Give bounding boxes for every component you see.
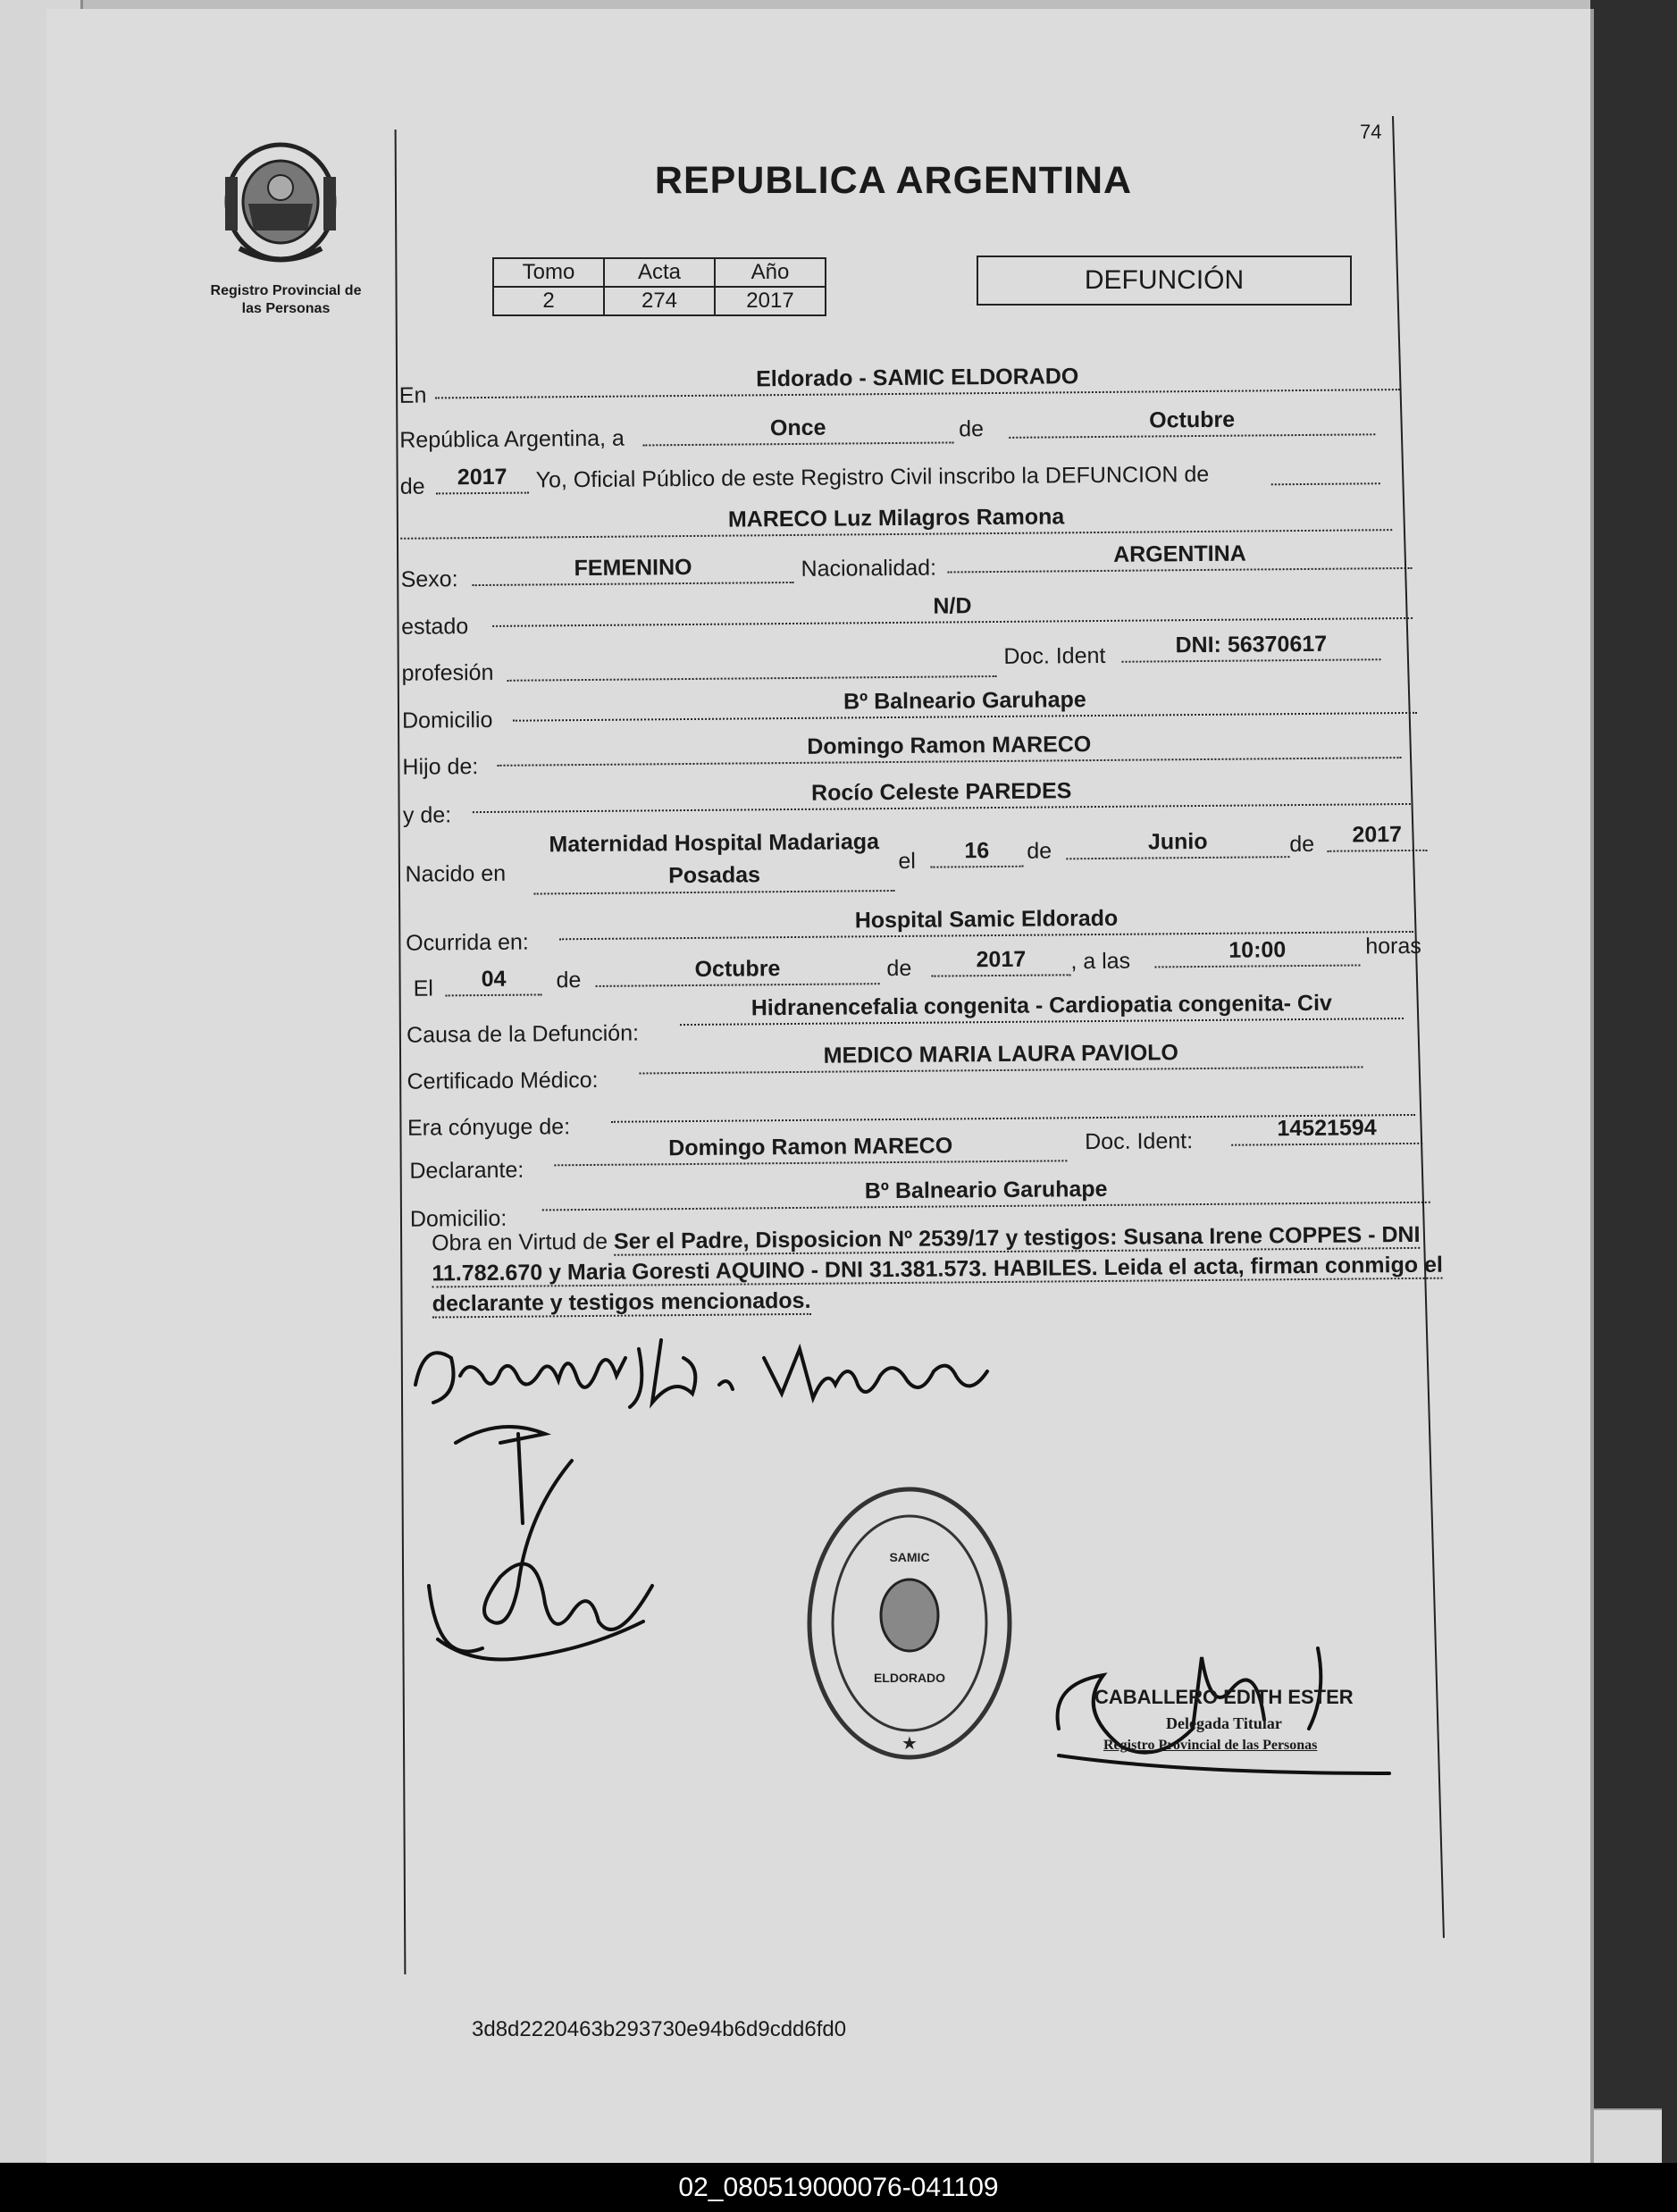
certificado-label: Certificado Médico: (407, 1067, 599, 1094)
acta-header: Acta (604, 258, 715, 287)
nacido-value-line2: Posadas (533, 858, 894, 895)
ocurrida-value: Hospital Samic Eldorado (559, 902, 1413, 940)
officer-signature (420, 1407, 670, 1675)
registry-label-line2: las Personas (241, 301, 331, 316)
yo-trailing-line (1270, 454, 1379, 485)
obra-value: Ser el Padre, Disposicion Nº 2539/17 y testigos: Susana Irene COPPES - DNI 11.782.670 y Maria Goresti AQUINO - DNI 31.381.573. HABILES. Leida el acta, firman conmigo el declarante y testigos mencionados. (432, 1221, 1443, 1317)
declarante-label: Declarante: (409, 1157, 524, 1184)
domicilio-value: Bº Balneario Garuhape (513, 683, 1417, 722)
day-value: Once (642, 413, 953, 446)
dark-background (1590, 0, 1677, 2212)
certificado-value: MEDICO MARIA LAURA PAVIOLO (639, 1037, 1363, 1074)
doc-ident-label: Doc. Ident (1003, 642, 1106, 669)
deceased-name: MARECO Luz Milagros Ramona (400, 500, 1392, 540)
birth-year: 2017 (1327, 821, 1427, 852)
nacionalidad-label: Nacionalidad: (801, 555, 937, 582)
birth-month: Junio (1066, 827, 1289, 859)
death-time: 10:00 (1154, 935, 1360, 968)
acta-value: 274 (604, 287, 715, 315)
stamp-inner-bottom: ELDORADO (873, 1671, 946, 1685)
yo-text: Yo, Oficial Público de este Registro Civil inscribo la DEFUNCION de (535, 461, 1210, 493)
causa-value: Hidranencefalia congenita - Cardiopatia congenita- Civ (680, 989, 1404, 1026)
decl-doc-label: Doc. Ident: (1085, 1128, 1194, 1155)
profesion-value (507, 647, 996, 682)
death-month: Octubre (595, 954, 879, 987)
death-de2-label: de (886, 955, 912, 982)
de-label: de (959, 416, 985, 442)
death-year: 2017 (931, 945, 1070, 976)
yde-label: y de: (402, 802, 452, 828)
estado-label: estado (400, 614, 469, 640)
death-de-label: de (556, 968, 582, 993)
declarante-value: Domingo Ramon MARECO (554, 1131, 1067, 1166)
causa-label: Causa de la Defunción: (406, 1020, 640, 1048)
nacido-value (533, 825, 895, 893)
obra-paragraph (432, 1219, 1460, 1319)
nacionalidad-value: ARGENTINA (947, 539, 1412, 574)
hijo-label: Hijo de: (402, 754, 479, 780)
horas-label: horas (1365, 933, 1421, 959)
official-org: Registro Provincial de las Personas (1103, 1738, 1318, 1753)
estado-value: N/D (492, 589, 1413, 627)
nacido-value-line1: Maternidad Hospital Madariaga (549, 829, 880, 858)
tomo-header: Tomo (493, 258, 604, 287)
hijo-value: Domingo Ramon MARECO (497, 728, 1401, 767)
decl-domicilio-value: Bº Balneario Garuhape (542, 1173, 1430, 1211)
year-value: 2017 (436, 464, 529, 495)
delegate-signature-block (1050, 1639, 1407, 1782)
registry-label-line1: Registro Provincial de (210, 283, 362, 298)
month-value: Octubre (1009, 405, 1375, 439)
declarant-signature (407, 1322, 996, 1420)
de2-label: de (399, 473, 425, 499)
profesion-label: profesión (401, 659, 494, 686)
el-label: el (898, 848, 917, 874)
page-title: REPUBLICA ARGENTINA (654, 159, 1133, 202)
registry-label (188, 282, 384, 318)
svg-text:★: ★ (901, 1734, 918, 1754)
delegate-signature (1050, 1639, 1407, 1782)
province-crest-icon (222, 141, 340, 264)
doc-ident-value: DNI: 56370617 (1121, 630, 1380, 663)
document-hash: 3d8d2220463b293730e94b6d9cdd6fd0 (472, 2017, 847, 2041)
obra-label: Obra en Virtud de (432, 1228, 608, 1256)
document-type-box: DEFUNCIÓN (977, 256, 1352, 306)
alas-label: , a las (1070, 948, 1131, 975)
registry-stamp (802, 1481, 1017, 1765)
birth-de2-label: de (1289, 831, 1315, 858)
nacido-label: Nacido en (405, 860, 507, 887)
registry-table (492, 257, 826, 316)
ano-value: 2017 (715, 287, 826, 315)
yde-value: Rocío Celeste PAREDES (473, 775, 1411, 813)
ano-header: Año (715, 258, 826, 287)
file-id: 02_080519000076-041109 (678, 2173, 999, 2202)
official-role: Delegada Titular (1166, 1714, 1282, 1732)
death-day: 04 (445, 965, 541, 996)
el-death-label: El (413, 976, 434, 1001)
en-value: Eldorado - SAMIC ELDORADO (435, 360, 1400, 398)
decl-doc-value: 14521594 (1231, 1114, 1422, 1146)
republica-label: República Argentina, a (399, 425, 625, 453)
ocurrida-label: Ocurrida en: (406, 929, 529, 956)
file-id-bar (0, 2163, 1677, 2212)
birth-day: 16 (930, 837, 1023, 868)
birth-de-label: de (1027, 838, 1052, 864)
tomo-value: 2 (493, 287, 604, 315)
page-number: 74 (1360, 121, 1382, 143)
sexo-value: FEMENINO (472, 553, 793, 586)
domicilio-label: Domicilio (401, 707, 493, 733)
conyuge-label: Era cónyuge de: (407, 1114, 571, 1141)
sexo-label: Sexo: (400, 566, 458, 592)
decl-domicilio-label: Domicilio: (409, 1205, 507, 1232)
stamp-inner-top: SAMIC (889, 1550, 930, 1564)
official-name: CABALLERO EDITH ESTER (1094, 1686, 1354, 1708)
en-label: En (398, 382, 427, 408)
